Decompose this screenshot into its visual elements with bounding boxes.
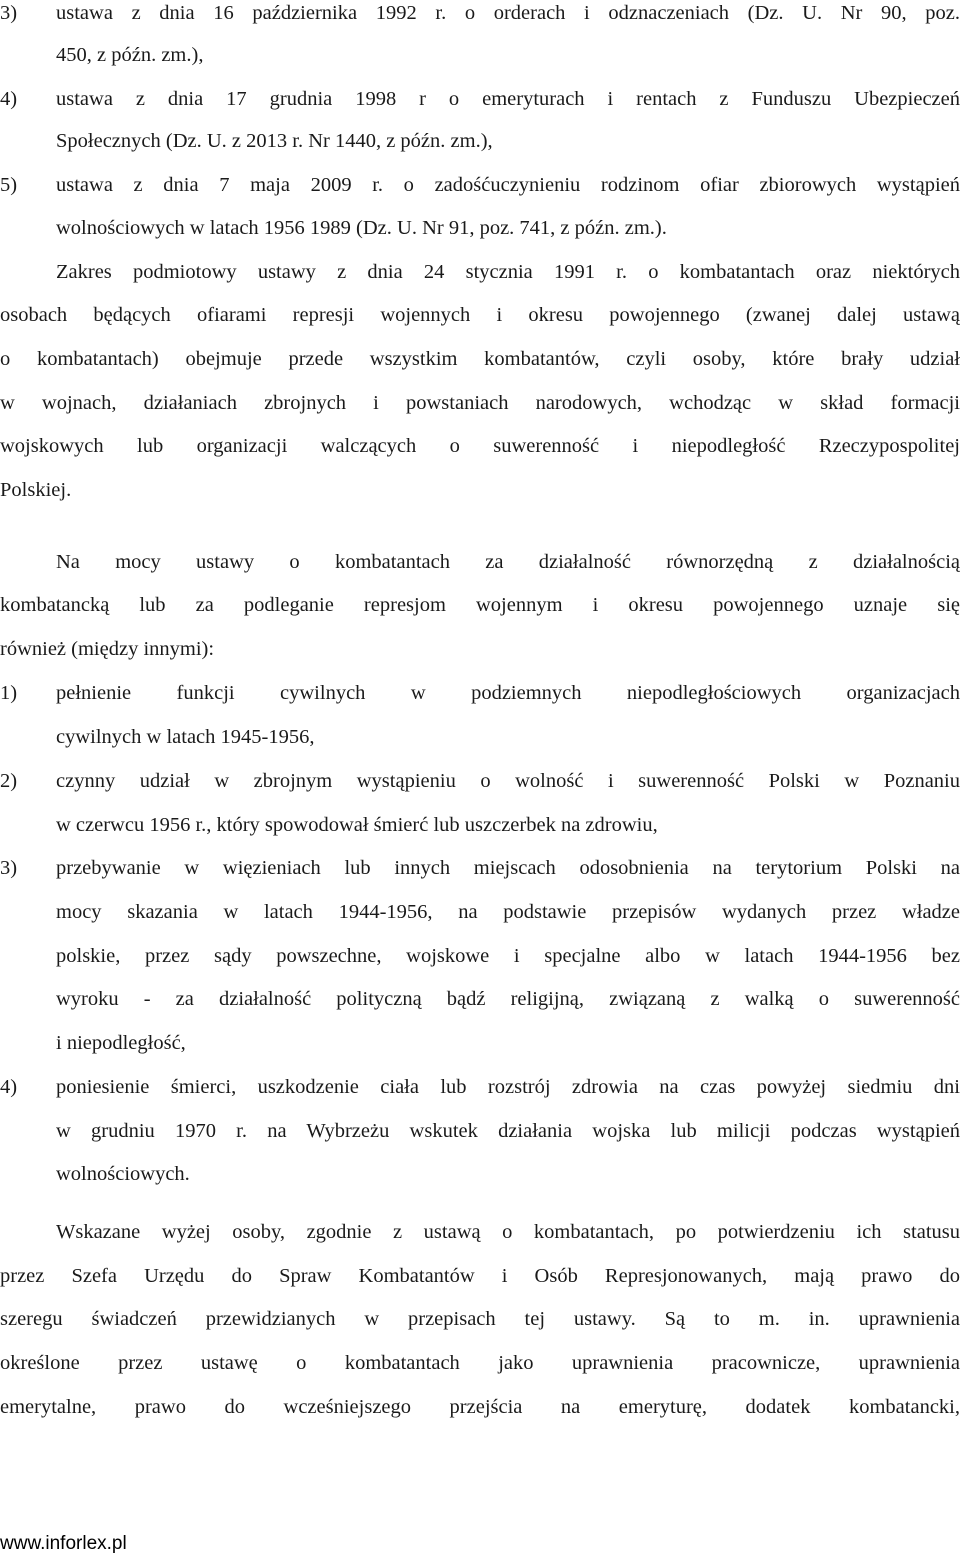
paragraph-line: Na mocy ustawy o kombatantach za działalność równorzędną z działalnością	[56, 551, 960, 573]
list-item	[0, 1074, 960, 1100]
list-item	[0, 172, 960, 198]
list-item-number: 3)	[0, 2, 18, 24]
list-item-number: 1)	[0, 682, 18, 704]
list-item-continuation	[0, 1118, 960, 1144]
list-item-continuation	[0, 943, 960, 969]
paragraph-line: kombatancką lub za podleganie represjom wojennym i okresu powojennego uznaje się	[0, 594, 960, 616]
list-item-continuation	[0, 1161, 960, 1187]
paragraph-line: przez Szefa Urzędu do Spraw Kombatantów i Osób Represjonowanych, mają prawo do	[0, 1265, 960, 1287]
list-item-continuation	[0, 986, 960, 1012]
paragraph-line: Wskazane wyżej osoby, zgodnie z ustawą o kombatantach, po potwierdzeniu ich statusu	[56, 1221, 960, 1243]
list-item	[0, 855, 960, 881]
list-item-text: mocy skazania w latach 1944-1956, na podstawie przepisów wydanych przez władze	[56, 901, 960, 923]
list-item-text: polskie, przez sądy powszechne, wojskowe i specjalne albo w latach 1944-1956 bez	[56, 945, 960, 967]
list-item-text: w czerwcu 1956 r., który spowodował śmierć lub uszczerbek na zdrowiu,	[56, 814, 658, 836]
list-item-text: i niepodległość,	[56, 1032, 186, 1054]
paragraph-line: Polskiej.	[0, 479, 72, 501]
paragraph-line: również (między innymi):	[0, 638, 215, 660]
list-item-number: 2)	[0, 770, 18, 792]
paragraph-line: emerytalne, prawo do wcześniejszego przejścia na emeryturę, dodatek kombatancki,	[0, 1396, 960, 1418]
list-item-number: 4)	[0, 88, 18, 110]
list-item-continuation	[0, 724, 960, 750]
list-item	[0, 86, 960, 112]
list-item-continuation	[0, 128, 960, 154]
paragraph-line: osobach będących ofiarami represji wojennych i okresu powojennego (zwanej dalej ustawą	[0, 304, 960, 326]
list-item	[0, 680, 960, 706]
list-item-text: wolnościowych.	[56, 1163, 190, 1185]
paragraph-line: wojskowych lub organizacji walczących o suwerenność i niepodległość Rzeczypospolitej	[0, 435, 960, 457]
list-item-number: 3)	[0, 857, 18, 879]
list-item-text: Społecznych (Dz. U. z 2013 r. Nr 1440, z późn. zm.),	[56, 130, 493, 152]
list-item	[0, 768, 960, 794]
list-item-text: wyroku - za działalność polityczną bądź religijną, związaną z walką o suwerenność	[56, 988, 960, 1010]
paragraph-line: o kombatantach) obejmuje przede wszystkim kombatantów, czyli osoby, które brały udział	[0, 348, 960, 370]
list-item-text: poniesienie śmierci, uszkodzenie ciała lub rozstrój zdrowia na czas powyżej siedmiu dni	[56, 1076, 960, 1098]
list-item-continuation	[0, 215, 960, 241]
list-item-continuation	[0, 1030, 960, 1056]
list-item-text: ustawa z dnia 16 października 1992 r. o orderach i odznaczeniach (Dz. U. Nr 90, poz.	[56, 2, 960, 24]
paragraph-line: w wojnach, działaniach zbrojnych i powstaniach narodowych, wchodząc w skład formacji	[0, 392, 960, 414]
list-item-continuation	[0, 899, 960, 925]
list-item-number: 4)	[0, 1076, 18, 1098]
footer-url: www.inforlex.pl	[0, 1533, 127, 1554]
list-item-text: cywilnych w latach 1945-1956,	[56, 726, 315, 748]
list-item-text: pełnienie funkcji cywilnych w podziemnych niepodległościowych organizacjach	[56, 682, 960, 704]
list-item-continuation	[0, 42, 960, 68]
list-item-continuation	[0, 812, 960, 838]
list-item-text: czynny udział w zbrojnym wystąpieniu o wolność i suwerenność Polski w Poznaniu	[56, 770, 960, 792]
paragraph-line: określone przez ustawę o kombatantach jako uprawnienia pracownicze, uprawnienia	[0, 1352, 960, 1374]
list-item-text: w grudniu 1970 r. na Wybrzeżu wskutek działania wojska lub milicji podczas wystąpień	[56, 1120, 960, 1142]
list-item-number: 5)	[0, 174, 18, 196]
paragraph-line: Zakres podmiotowy ustawy z dnia 24 stycznia 1991 r. o kombatantach oraz niektórych	[56, 261, 960, 283]
paragraph-line: szeregu świadczeń przewidzianych w przepisach tej ustawy. Są to m. in. uprawnienia	[0, 1308, 960, 1330]
list-item-text: przebywanie w więzieniach lub innych miejscach odosobnienia na terytorium Polski na	[56, 857, 960, 879]
list-item-text: wolnościowych w latach 1956 1989 (Dz. U. Nr 91, poz. 741, z późn. zm.).	[56, 217, 667, 239]
list-item-text: ustawa z dnia 7 maja 2009 r. o zadośćuczynieniu rodzinom ofiar zbiorowych wystąpień	[56, 174, 960, 196]
list-item	[0, 0, 960, 26]
list-item-text: 450, z późn. zm.),	[56, 44, 204, 66]
list-item-text: ustawa z dnia 17 grudnia 1998 r o emeryturach i rentach z Funduszu Ubezpieczeń	[56, 88, 960, 110]
